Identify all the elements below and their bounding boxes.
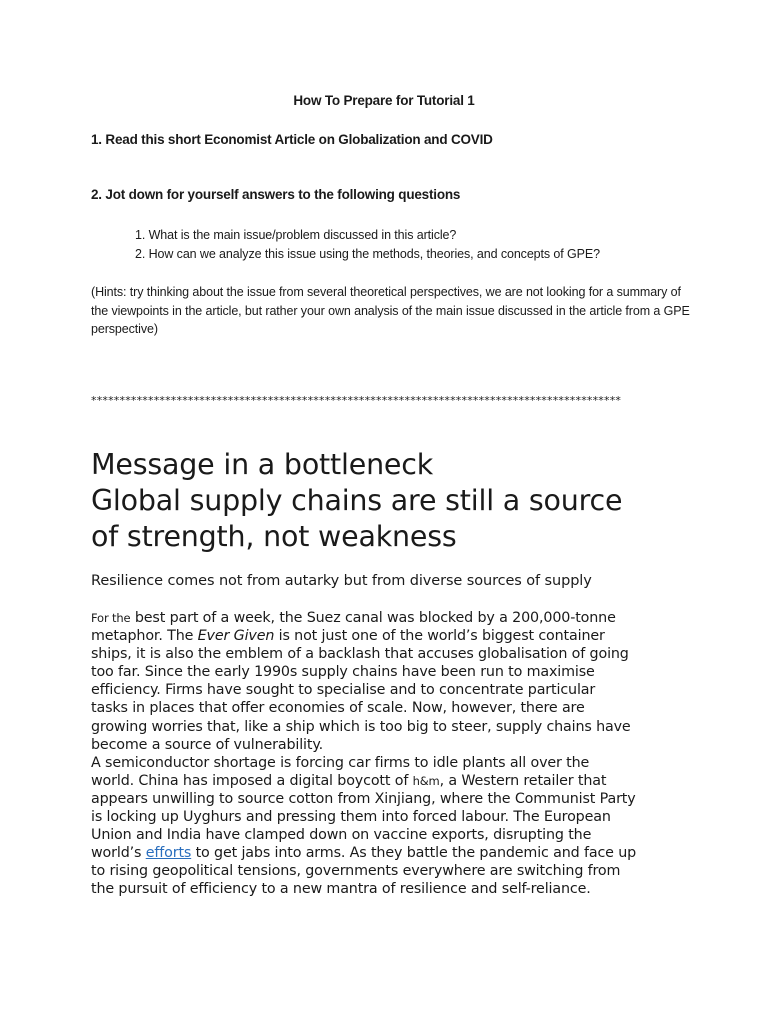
article-line: efficiency. Firms have sought to specialise and to concentrate particular	[91, 682, 596, 699]
article-line: growing worries that, like a ship which is too big to steer, supply chains have	[91, 718, 631, 735]
article-line: Union and India have clamped down on vaccine exports, disrupting the	[91, 827, 592, 844]
separator-line: *********************************************************************************************	[91, 394, 622, 407]
article-line: to rising geopolitical tensions, governments everywhere are switching from	[91, 863, 621, 880]
retailer-name: h&m	[412, 773, 440, 788]
article-line: metaphor. The Ever Given is not just one of the world’s biggest container	[91, 628, 605, 645]
article-line: world’s efforts to get jabs into arms. As they battle the pandemic and face up	[91, 845, 637, 862]
article-line: become a source of vulnerability.	[91, 736, 324, 753]
headline-line: of strength, not weakness	[91, 520, 457, 553]
article-line: A semiconductor shortage is forcing car firms to idle plants all over the	[91, 754, 590, 771]
hints-paragraph: (Hints: try thinking about the issue from several theoretical perspectives, we are not looking for a summary of the viewpoints in the article, but rather your own analysis of the main issue discussed in the article from a GPE perspective)	[91, 285, 690, 337]
headline-line: Global supply chains are still a source	[91, 484, 623, 517]
headline-line: Message in a bottleneck	[91, 448, 434, 481]
article-line: For the best part of a week, the Suez canal was blocked by a 200,000-tonne	[91, 610, 616, 626]
page-title: How To Prepare for Tutorial 1	[293, 93, 475, 108]
step-2-heading: 2. Jot down for yourself answers to the following questions	[91, 187, 461, 202]
questions-list	[135, 226, 600, 263]
article-subheading: Resilience comes not from autarky but from diverse sources of supply	[91, 573, 592, 589]
article-line: appears unwilling to source cotton from Xinjiang, where the Communist Party	[91, 790, 636, 807]
efforts-link[interactable]: efforts	[145, 845, 192, 862]
article-line: ships, it is also the emblem of a backlash that accuses globalisation of going	[91, 646, 629, 663]
step-1-heading: 1. Read this short Economist Article on Globalization and COVID	[91, 132, 493, 147]
article-line: too far. Since the early 1990s supply chains have been run to maximise	[91, 664, 595, 681]
question-item: 1. What is the main issue/problem discussed in this article?	[135, 228, 457, 242]
article-body	[91, 609, 691, 899]
question-item: 2. How can we analyze this issue using the methods, theories, and concepts of GPE?	[135, 246, 600, 261]
article-line: is locking up Uyghurs and pressing them into forced labour. The European	[91, 809, 611, 826]
article-line: the pursuit of efficiency to a new mantra of resilience and self-reliance.	[91, 881, 591, 898]
article-line: world. China has imposed a digital boycott of h&m, a Western retailer that	[91, 772, 607, 789]
ship-name: Ever Given	[197, 628, 275, 645]
smallcaps-lead: For the	[91, 611, 131, 625]
article-headline	[91, 447, 711, 555]
article-line: tasks in places that offer economies of scale. Now, however, there are	[91, 700, 585, 717]
